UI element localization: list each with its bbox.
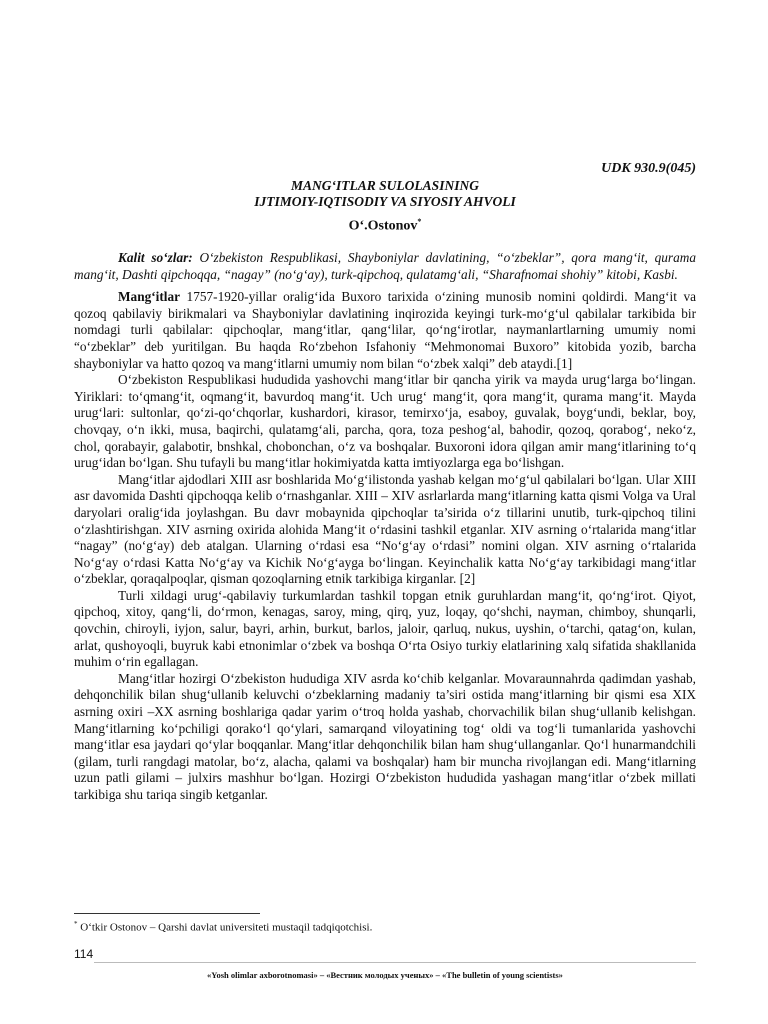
paragraph-2: O‘zbekiston Respublikasi hududida yashovchi mang‘itlar bir qancha yirik va mayda urug‘larga bo‘lingan. Yiriklari: to‘qmang‘it, oqmang‘it, bavurdoq mang‘it. Uch urug‘ mang‘it, qora mang‘it, qurama mang‘it. Mayda urug‘lari: sultonlar, qo‘zi-qo‘chqorlar, kushardori, kirasor, temirxo‘ja, esaboy, guvalak, boyg‘undi, beklar, boy, chovqay, o‘n ikki, musa, baqirchi, qulatamg‘ali, parcha, qora, toza peshog‘al, bahodir, qozoq, qorabog‘, neko‘z, chol, qorabayir, galabotir, bnshkal, chobonchan, o‘z va boshqalar. Buxoroni idora qilgan amir mang‘itlarining to‘q urug‘idan bo‘lgan. Shu tufayli bu mang‘itlar hokimiyatda katta imtiyozlarga ega bo‘lishgan.	[74, 372, 696, 471]
keywords-label: Kalit so‘zlar:	[118, 250, 193, 265]
article-body	[74, 250, 696, 804]
footnote-divider	[74, 913, 260, 914]
paper-page	[74, 0, 696, 1024]
journal-footer: «Yosh olimlar axborotnomasi» – «Вестник молодых ученых» – «The bulletin of young scientists»	[207, 970, 563, 980]
footnote-mark: *	[74, 920, 78, 928]
footnote-text: O‘tkir Ostonov – Qarshi davlat universiteti mustaqil tadqiqotchisi.	[77, 921, 373, 934]
footnote	[74, 920, 372, 934]
footer-divider	[94, 962, 696, 963]
paragraph-5: Mang‘itlar hozirgi O‘zbekiston hududiga XIV asrda ko‘chib kelganlar. Movaraunnahrda qadimdan yashab, dehqonchilik bilan shug‘ullanib keluvchi o‘zbeklarning madaniy ta’siri ostida mang‘itlarning bir qismi esa XIX asrning oxiri –XX asrning boshlariga qadar yarim o‘troq holda yashab, chorvachilik bilan shug‘ullanib kelishgan. Mang‘itlarning ko‘pchiligi qorako‘l qo‘ylari, samarqand viloyatining tog‘ oldi va tog‘li tumanlarida yashovchi mang‘itlar esa jaydari qo‘ylar boqqanlar. Mang‘itlar dehqonchilik bilan ham shug‘ullanganlar. Qo‘l hunarmandchili (gilam, turli rangdagi matolar, bo‘z, alacha, qalami va boshqalar) ham bir muncha rivojlangan edi. Mang‘itlarning uzun patli gilami – julxirs mashhur bo‘lgan. Hozirgi O‘zbekiston hududida yashagan mang‘itlar o‘zbek millati tarkibiga shu tariqa singib ketganlar.	[74, 670, 696, 802]
author-name: O‘.Ostonov	[348, 218, 418, 234]
paragraph-3: Mang‘itlar ajdodlari XIII asr boshlarida Mo‘g‘ilistonda yashab kelgan mo‘g‘ul qabilalari bo‘lgan. Ular XIII asr davomida Dashti qipchoqqa kelib o‘rnashganlar. XIII – XIV asrlarlarda mang‘itlarning katta qismi Volga va Ural daryolari oralig‘ida joylashgan. Bu davr mobaynida qipchoqlar ta’sirida o‘z tillarini unutib, turk-qipchoq tilini o‘zlashtirishgan. XIV asrning oxirida alohida Mang‘it o‘rdasini tashkil etganlar. XIV asrning o‘rtalarida mang‘itlar “nagay” (no‘g‘ay) deb atalgan. Ularning o‘rdasi esa “No‘g‘ay o‘rdasi” nomini olgan. XIV asrning o‘rtalarida No‘g‘ay o‘rdasi Katta No‘g‘ay va Kichik No‘g‘ayga bo‘lingan. Keyinchalik katta No‘g‘ay tarkibidagi mang‘itlar o‘zbeklar, qoraqalpoqlar, qisman qozoqlarning etnik tarkibiga kirganlar. [2]	[74, 471, 696, 587]
author	[74, 217, 696, 235]
paragraph-1-text: 1757-1920-yillar oralig‘ida Buxoro tarixida o‘zining munosib nomini qoldirdi. Mang‘it va qozoq qabilaviy birikmalari va Shayboniylar davlatining inqirozida keyingi turk-mo‘g‘ul qabilalar tarkibida bir nomdagi turli qabilalar: qipchoqlar, mang‘itlar, qang‘lilar, qo‘ng‘irotlar, naymanlartlarning umumiy nomi “o‘zbeklar” deb yuritilgan. Bu haqda Ro‘zbehon Isfahoniy “Mehmonomai Buxoro” kitobida yozib, barcha shayboniylar va hatto qozoq va mang‘itlarni umumiy nom bilan “o‘zbek xalqi” deb ataydi.[1]	[74, 289, 696, 371]
page-number: 114	[74, 947, 94, 961]
paragraph-1	[74, 289, 696, 372]
udk-code: UDK 930.9(045)	[601, 161, 696, 176]
article-title	[74, 178, 696, 210]
keywords	[74, 250, 696, 283]
title-line-2: IJTIMOIY-IQTISODIY VA SIYOSIY AHVOLI	[254, 194, 516, 209]
author-footnote-mark: *	[417, 217, 422, 226]
paragraph-4: Turli xildagi urug‘-qabilaviy turkumlardan tashkil topgan etnik guruhlardan mang‘it, qo‘ng‘irot. Qiyot, qipchoq, xitoy, qang‘li, do‘rmon, kenagas, saroy, ming, qirq, yuz, loqay, qo‘shchi, nayman, chimboy, shunqarli, qovchin, chiroyli, iyjon, salur, bayri, arhin, burkut, barlos, jaloir, qarluq, nukus, uyshin, o‘tarchi, qatag‘on, kulan, arlat, qushoyoqli, buyruk kabi etnonimlar o‘zbek va boshqa O‘rta Osiyo turkiy elatlarining xalq sifatida shakllanida muhim o‘rin egallagan.	[74, 587, 696, 670]
title-line-1: MANG‘ITLAR SULOLASINING	[291, 178, 479, 193]
paragraph-1-lead: Mang‘itlar	[118, 289, 181, 305]
keywords-text: O‘zbekiston Respublikasi, Shayboniylar davlatining, “o‘zbeklar”, qora mang‘it, qurama mang‘it, Dashti qipchoqqa, “nagay” (no‘g‘ay), turk-qipchoq, qulatamg‘ali, “Sharafnomai shohiy” kitobi, Kasbi.	[74, 250, 697, 282]
